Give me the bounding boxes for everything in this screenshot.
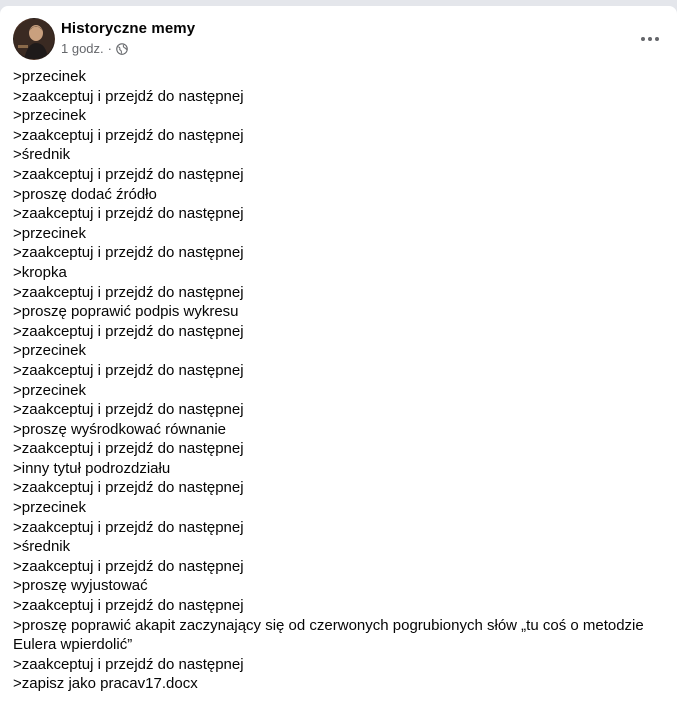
post-text-line: >proszę wyśrodkować równanie [13,420,227,438]
post-text-line: >zaakceptuj i przejdź do następnej [13,244,244,262]
post-text-line: >zaakceptuj i przejdź do następnej [13,165,244,183]
post-text-line: >zaakceptuj i przejdź do następnej [13,401,244,419]
post-timestamp[interactable]: 1 godz. [61,41,104,56]
post-text-line: >zaakceptuj i przejdź do następnej [13,205,244,223]
post-text-line: >kropka [13,263,67,281]
post-text-line: >proszę dodać źródło [13,185,157,203]
post-text-line: >proszę poprawić akapit zaczynający się od czerwonych pogrubionych słów „tu coś o metodzie Eulera wpierdolić” [13,616,648,654]
post-card [0,6,677,703]
post-header [0,6,677,70]
more-horizontal-icon [641,37,659,41]
post-text-line: >zaakceptuj i przejdź do następnej [13,440,244,458]
post-text-line: >zaakceptuj i przejdź do następnej [13,479,244,497]
post-text-line: >przecinek [13,381,86,399]
post-text-line: >zaakceptuj i przejdź do następnej [13,283,244,301]
post-text-line: >zaakceptuj i przejdź do następnej [13,87,244,105]
post-text [13,67,661,694]
post-text-line: >zaakceptuj i przejdź do następnej [13,361,244,379]
post-meta [61,41,128,56]
post-text-line: >przecinek [13,224,86,242]
post-text-line: >zaakceptuj i przejdź do następnej [13,518,244,536]
post-text-line: >średnik [13,538,71,556]
post-text-line: >zaakceptuj i przejdź do następnej [13,322,244,340]
post-text-line: >przecinek [13,107,86,125]
post-text-line: >proszę wyjustować [13,577,148,595]
globe-icon[interactable] [116,43,128,55]
avatar-portrait-icon [14,19,54,59]
post-text-line: >zapisz jako pracav17.docx [13,675,198,693]
meta-separator: · [107,41,112,56]
post-text-line: >zaakceptuj i przejdź do następnej [13,557,244,575]
author-name[interactable]: Historyczne memy [61,20,196,37]
post-text-line: >średnik [13,146,71,164]
post-text-line: >zaakceptuj i przejdź do następnej [13,597,244,615]
more-options-button[interactable] [635,24,665,54]
post-text-line: >przecinek [13,499,86,517]
avatar[interactable] [13,18,55,60]
post-text-line: >zaakceptuj i przejdź do następnej [13,126,244,144]
post-text-line: >inny tytuł podrozdziału [13,459,171,477]
post-text-line: >zaakceptuj i przejdź do następnej [13,655,244,673]
post-text-line: >proszę poprawić podpis wykresu [13,303,239,321]
post-text-line: >przecinek [13,342,86,360]
post-text-line: >przecinek [13,68,86,85]
